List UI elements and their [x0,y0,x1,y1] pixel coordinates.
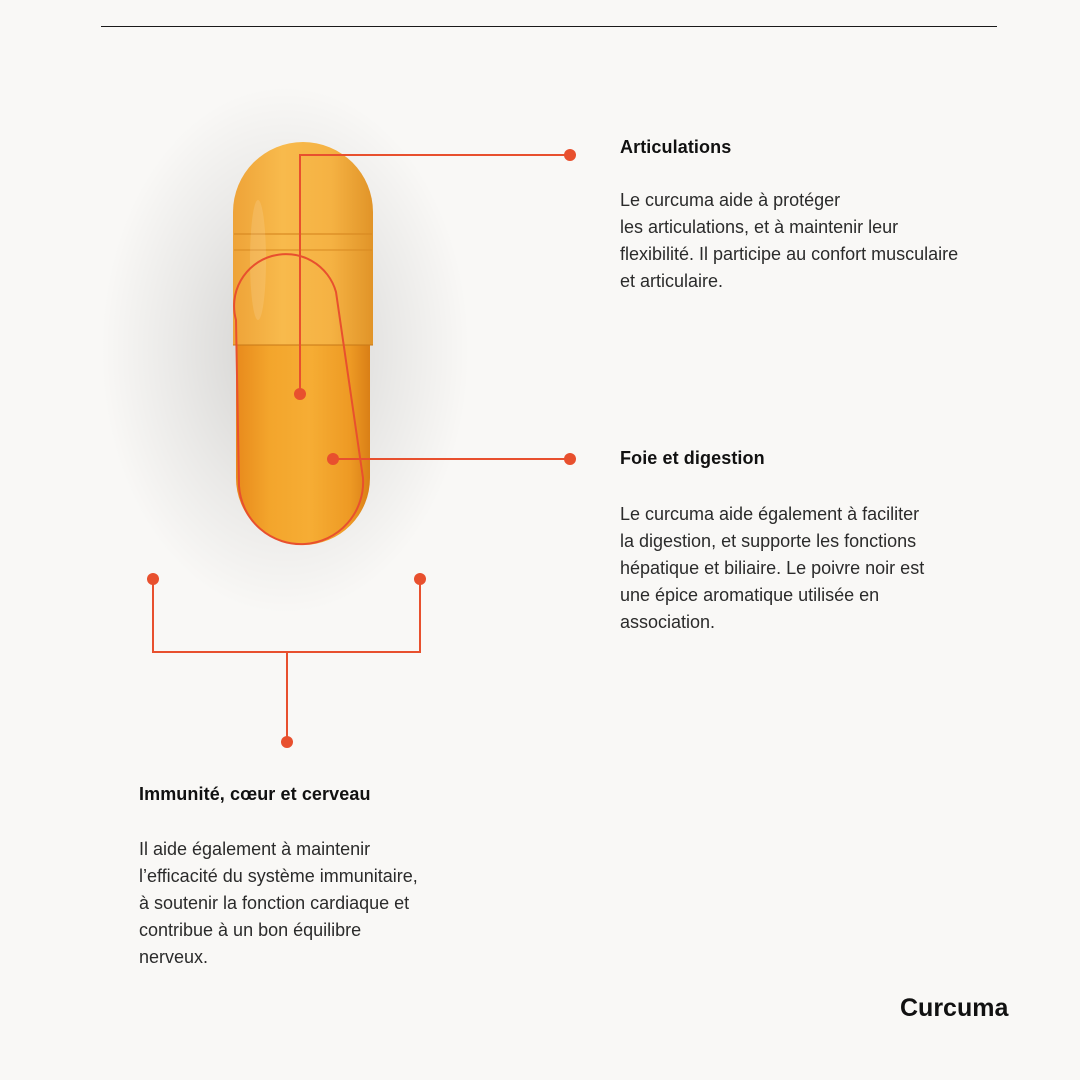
body-line: et articulaire. [620,271,724,291]
section-title: Immunité, cœur et cerveau [139,784,371,804]
callout-dot-icon [414,573,426,585]
body-line: contribue à un bon équilibre [139,920,362,940]
body-line: la digestion, et supporte les fonctions [620,531,917,551]
section-foie-digestion [620,448,924,636]
section-body [139,836,418,971]
section-title: Articulations [620,137,732,157]
callout-dot-icon [281,736,293,748]
callout-dot-icon [327,453,339,465]
section-immunite [139,784,418,971]
body-line: association. [620,612,716,632]
section-articulations [620,137,958,295]
body-line: Il aide également à maintenir [139,839,371,859]
turmeric-capsule-icon [233,142,373,545]
body-line: flexibilité. Il participe au confort musculaire [620,244,959,264]
callout-dot-icon [564,149,576,161]
capsule-body [236,330,370,545]
body-line: une épice aromatique utilisée en [620,585,880,605]
callout-dot-icon [564,453,576,465]
section-body [620,501,924,636]
brand-wordmark: Curcuma [900,994,1009,1022]
body-line: à soutenir la fonction cardiaque et [139,893,410,913]
callout-dot-icon [147,573,159,585]
body-line: nerveux. [139,947,209,967]
body-line: Le curcuma aide également à faciliter [620,504,920,524]
body-line: hépatique et biliaire. Le poivre noir est [620,558,925,578]
section-body [620,187,958,295]
body-line: Le curcuma aide à protéger [620,190,841,210]
callout-dot-icon [294,388,306,400]
body-line: l’efficacité du système immunitaire, [139,866,418,886]
body-line: les articulations, et à maintenir leur [620,217,899,237]
section-title: Foie et digestion [620,448,765,468]
